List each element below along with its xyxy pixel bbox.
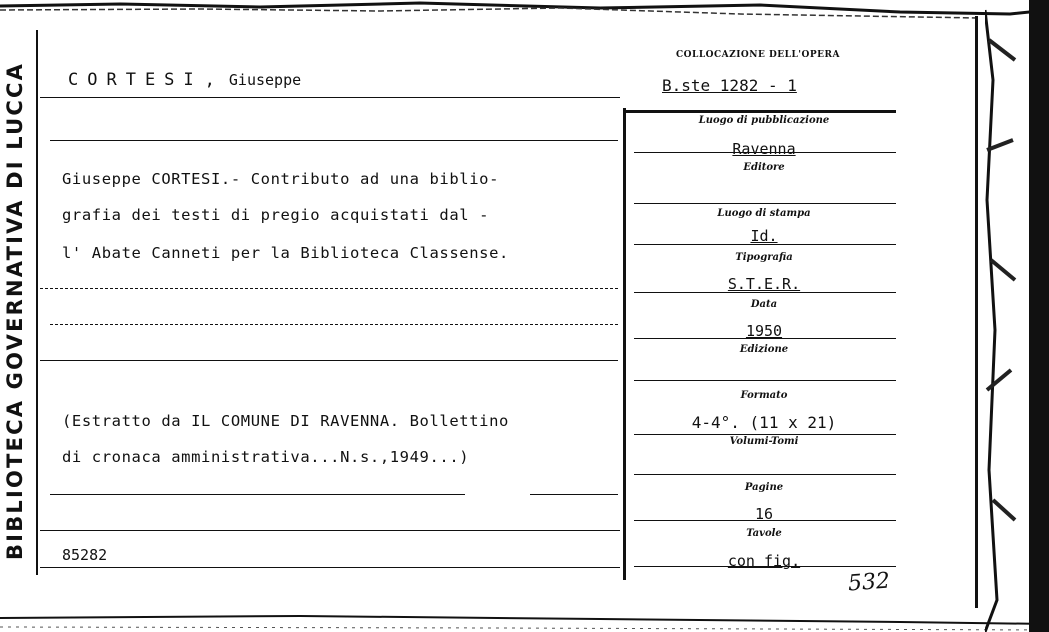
meta-header-format: Formato bbox=[740, 390, 788, 401]
rule-3 bbox=[50, 324, 618, 325]
column-divider bbox=[623, 108, 626, 580]
rule-7 bbox=[40, 567, 620, 568]
meta-header-printer: Tipografia bbox=[735, 252, 793, 263]
rule-2 bbox=[40, 288, 618, 289]
meta-header-place: Luogo di pubblicazione bbox=[698, 115, 830, 126]
note-line-1: (Estratto da IL COMUNE DI RAVENNA. Bollettino bbox=[62, 412, 509, 430]
author-surname: CORTESI bbox=[68, 70, 203, 90]
meta-value-printer: S.T.E.R. bbox=[727, 275, 801, 293]
meta-rule-top bbox=[626, 110, 896, 113]
title-line-1: Giuseppe CORTESI.- Contributo ad una biblio- bbox=[62, 170, 499, 188]
scan-right-edge bbox=[985, 0, 1049, 632]
meta-rule-8 bbox=[634, 474, 896, 475]
meta-header-date: Data bbox=[750, 299, 778, 310]
rule-6 bbox=[40, 530, 620, 531]
handwritten-number: 532 bbox=[847, 568, 891, 597]
rule-4 bbox=[40, 360, 618, 361]
collocation-header: COLLOCAZIONE DELL'OPERA bbox=[676, 50, 840, 60]
meta-value-date: 1950 bbox=[745, 322, 783, 340]
meta-header-edition: Edizione bbox=[739, 344, 789, 355]
meta-rule-6 bbox=[634, 380, 896, 381]
record-number: 85282 bbox=[62, 546, 108, 564]
title-line-2: grafia dei testi di pregio acquistati dal - bbox=[62, 206, 490, 224]
rule-5b bbox=[530, 494, 618, 495]
author-heading bbox=[68, 70, 301, 90]
meta-value-plates: con fig. bbox=[727, 552, 801, 570]
meta-rule-7 bbox=[634, 434, 896, 435]
meta-header-publisher: Editore bbox=[743, 162, 785, 173]
rule-1 bbox=[50, 140, 618, 141]
meta-header-volumes: Volumi-Tomi bbox=[729, 436, 799, 447]
shelfmark: B.ste 1282 - 1 bbox=[662, 76, 797, 95]
library-stamp-text: BIBLIOTECA GOVERNATIVA DI LUCCA bbox=[3, 61, 27, 561]
library-stamp bbox=[0, 26, 30, 596]
title-line-3: l' Abate Canneti per la Biblioteca Classense. bbox=[62, 244, 509, 262]
note-line-2: di cronaca amministrativa...N.s.,1949...) bbox=[62, 448, 470, 466]
rule-5 bbox=[50, 494, 465, 495]
meta-value-print-place: Id. bbox=[750, 227, 778, 245]
meta-header-pages: Pagine bbox=[744, 482, 784, 493]
meta-value-format: 4-4°. (11 x 21) bbox=[691, 413, 837, 432]
rule-author bbox=[40, 97, 620, 98]
author-given-name: Giuseppe bbox=[228, 71, 302, 89]
meta-value-place: Ravenna bbox=[732, 140, 796, 158]
meta-value-pages: 16 bbox=[754, 505, 774, 523]
author-separator: , bbox=[204, 70, 215, 90]
meta-header-plates: Tavole bbox=[746, 528, 782, 539]
left-margin-line bbox=[36, 30, 38, 575]
meta-rule-2 bbox=[634, 203, 896, 204]
meta-header-print-place: Luogo di stampa bbox=[717, 208, 811, 219]
